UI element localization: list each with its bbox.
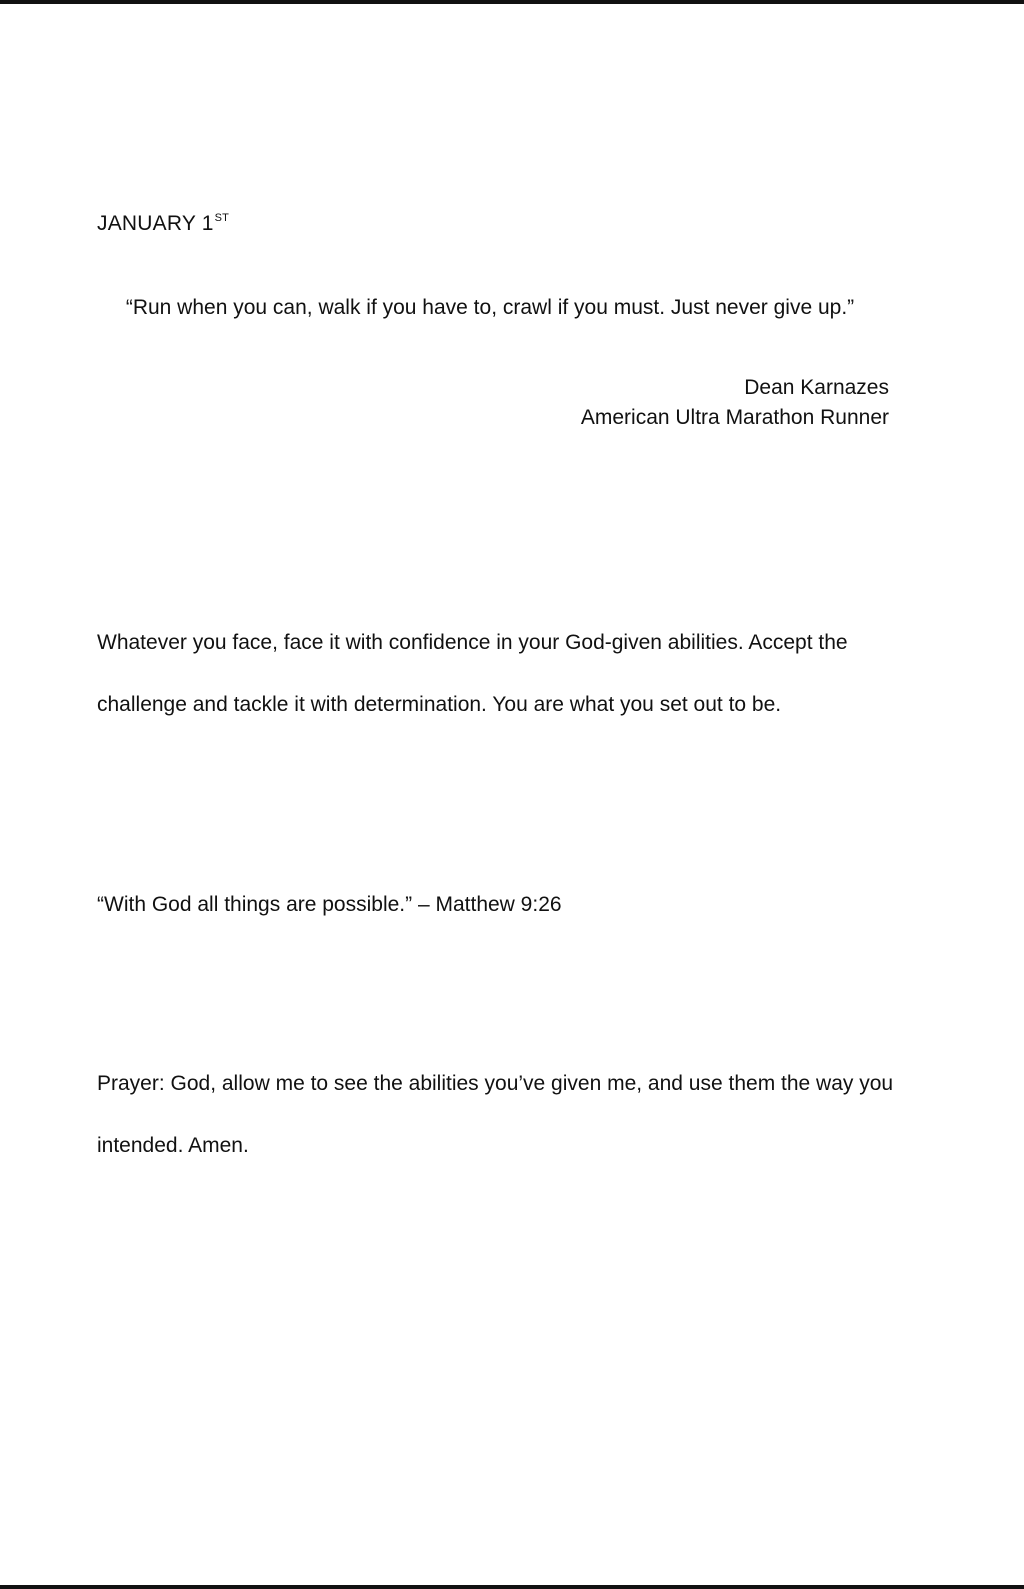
date-heading bbox=[97, 212, 229, 236]
bottom-border bbox=[0, 1585, 1024, 1589]
quote-author-title: American Ultra Marathon Runner bbox=[580, 406, 889, 429]
quote-author: Dean Karnazes bbox=[744, 376, 889, 399]
quote-attribution bbox=[369, 373, 889, 433]
prayer-paragraph: Prayer: God, allow me to see the abilities you’ve given me, and use them the way you intended. Amen. bbox=[97, 1072, 894, 1157]
reflection-paragraph: Whatever you face, face it with confidence in your God-given abilities. Accept the challenge and tackle it with determination. You are what you set out to be. bbox=[97, 631, 848, 716]
scripture-verse: “With God all things are possible.” – Matthew 9:26 bbox=[97, 893, 562, 916]
date-suffix: ST bbox=[214, 212, 230, 224]
opening-quote: “Run when you can, walk if you have to, crawl if you must. Just never give up.” bbox=[125, 296, 855, 319]
top-border bbox=[0, 0, 1024, 4]
date-label: JANUARY 1 bbox=[97, 212, 214, 235]
